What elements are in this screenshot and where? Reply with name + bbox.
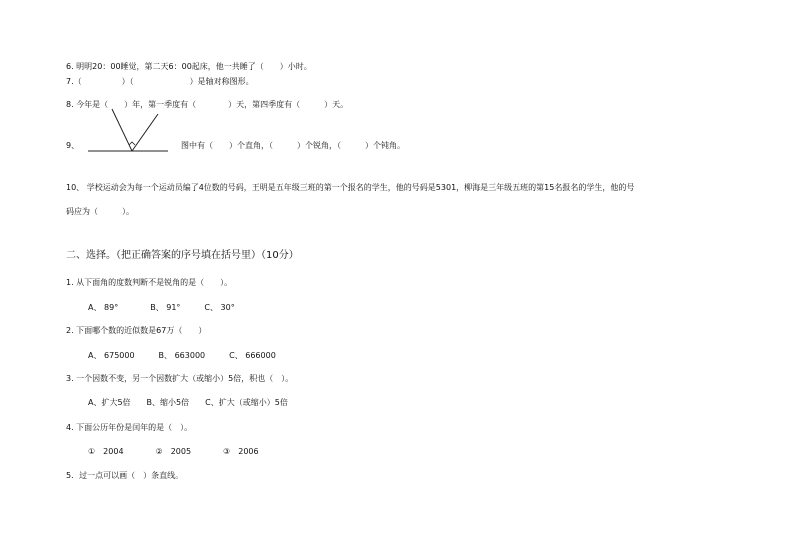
fill-in-question-10-line1: 10、 学校运动会为每一个运动员编了4位数的号码，王明是五年级三班的第一个报名的学生，他的号码是5301，柳海是三年级五班的第15名报名的学生，他的号 — [66, 183, 635, 192]
section-2-heading: 二、选择。（把正确答案的序号填在括号里）（10分） — [66, 250, 299, 261]
choice-question-3: 3. 一个因数不变，另一个因数扩大（或缩小）5倍，积也（ ）。 — [66, 374, 294, 383]
fill-in-question-7: 7.（ ）（ ）是轴对称图形。 — [66, 77, 254, 86]
fill-in-question-9-number: 9、 — [66, 141, 80, 150]
fill-in-question-10-line2: 码应为（ ）。 — [66, 207, 134, 216]
choice-question-3-options: A、扩大5倍 B、缩小5倍 C、扩大（或缩小）5倍 — [88, 398, 288, 407]
choice-question-5: 5．过一点可以画（ ）条直线。 — [66, 471, 184, 480]
choice-question-1-options: A、 89° B、 91° C、 30° — [88, 303, 235, 312]
right-angle-mark — [129, 142, 135, 145]
ray-right — [132, 114, 158, 151]
choice-question-4-options: ① 2004 ② 2005 ③ 2006 — [88, 447, 259, 456]
choice-question-2-options: A、 675000 B、 663000 C、 666000 — [88, 351, 276, 360]
choice-question-2: 2. 下面哪个数的近似数是67万（ ） — [66, 326, 207, 335]
fill-in-question-9-text: 图中有（ ）个直角，（ ）个锐角，（ ）个钝角。 — [181, 141, 405, 150]
choice-question-1: 1. 从下面角的度数判断不是锐角的是（ ）。 — [66, 278, 233, 287]
angle-figure — [88, 106, 172, 156]
fill-in-question-8: 8. 今年是（ ）年，第一季度有（ ）天，第四季度有（ ）天。 — [66, 100, 349, 109]
fill-in-question-6: 6. 明明20：00睡觉，第二天6：00起床，他一共睡了（ ）小时。 — [66, 62, 312, 71]
choice-question-4: 4. 下面公历年份是闰年的是（ ）。 — [66, 423, 193, 432]
